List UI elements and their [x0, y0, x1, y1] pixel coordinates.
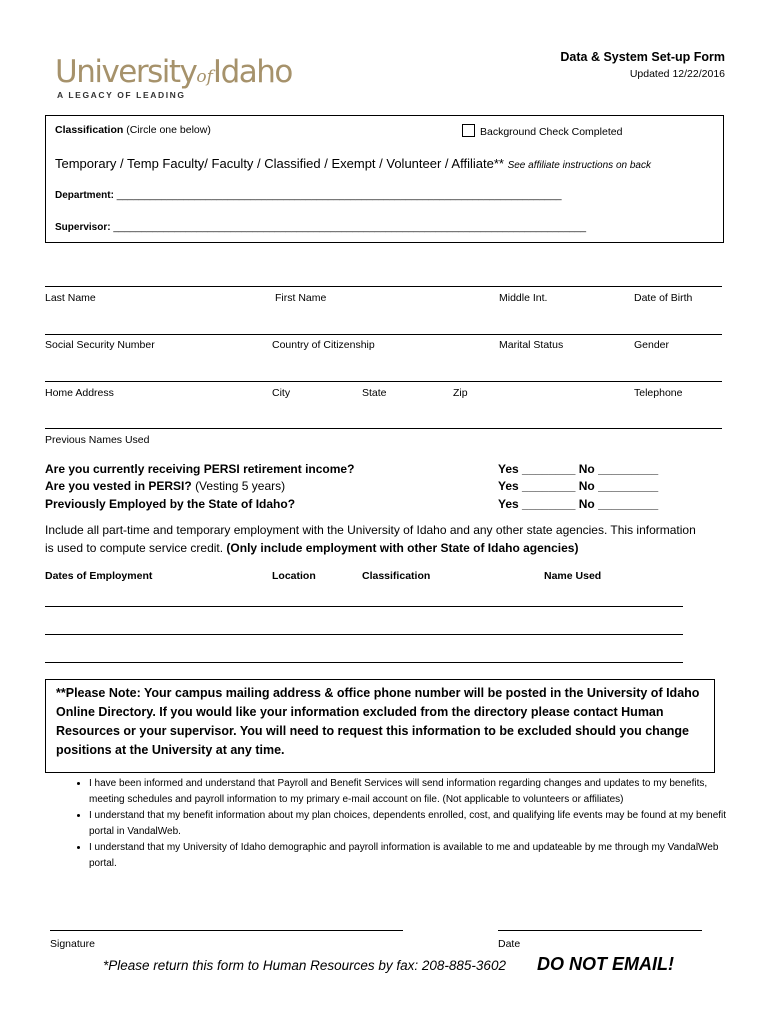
- label-zip: Zip: [453, 387, 468, 399]
- background-check: [462, 124, 622, 138]
- acknowledgement-list: [45, 776, 730, 872]
- label-first-name: First Name: [275, 292, 327, 304]
- employment-line-1[interactable]: [45, 606, 683, 607]
- persi-q2-label: Are you vested in PERSI?: [45, 479, 192, 493]
- employment-instruction: [45, 521, 705, 557]
- label-ssn: Social Security Number: [45, 339, 155, 351]
- acknowledgement-item: • I have been informed and understand that Payroll and Benefit Services will send information regarding changes and updates to my benefits, meeting schedules and payroll information to my primary e-mail account on file. (Not applicable to volunteers or affiliates): [89, 776, 730, 808]
- label-middle-int: Middle Int.: [499, 292, 548, 304]
- header-name-used: Name Used: [544, 570, 602, 582]
- return-note: *Please return this form to Human Resources by fax: 208-885-3602: [103, 958, 506, 973]
- header-dates: Dates of Employment: [45, 570, 153, 582]
- logo-of: of: [196, 67, 213, 87]
- persi-q1: Are you currently receiving PERSI retirement income?: [45, 462, 355, 476]
- classification-title: Classification: [55, 124, 124, 136]
- label-last-name: Last Name: [45, 292, 96, 304]
- supervisor-line[interactable]: _____________________________________________________________________________________: [113, 222, 587, 233]
- employment-line-2[interactable]: [45, 634, 683, 635]
- row3-line[interactable]: [45, 381, 722, 382]
- date-label: Date: [498, 938, 521, 950]
- background-check-label: Background Check Completed: [480, 126, 623, 138]
- supervisor-field: [55, 222, 586, 233]
- row4-line[interactable]: [45, 428, 722, 429]
- persi-a2[interactable]: Yes ________ No _________: [498, 479, 659, 493]
- classification-label: [55, 124, 211, 136]
- classification-options: [55, 156, 651, 171]
- no-email-warning: DO NOT EMAIL!: [537, 954, 674, 974]
- label-home-address: Home Address: [45, 387, 114, 399]
- persi-a3[interactable]: Yes ________ No _________: [498, 497, 659, 511]
- logo-tagline: A LEGACY OF LEADING: [57, 90, 186, 100]
- header-location: Location: [272, 570, 316, 582]
- updated-date: Updated 12/22/2016: [629, 68, 725, 80]
- row2-line[interactable]: [45, 334, 722, 335]
- supervisor-label: Supervisor:: [55, 222, 111, 233]
- persi-a1[interactable]: Yes ________ No _________: [498, 462, 659, 476]
- acknowledgements: [45, 776, 730, 872]
- signature-line[interactable]: [50, 930, 403, 931]
- label-country: Country of Citizenship: [272, 339, 375, 351]
- employment-instruction-bold: (Only include employment with other State of Idaho agencies): [226, 541, 579, 555]
- affiliate-note: See affiliate instructions on back: [507, 160, 651, 171]
- university-logo: [55, 54, 292, 90]
- header-classification: Classification: [362, 570, 431, 582]
- persi-q2: [45, 479, 285, 493]
- employment-instruction-text: Include all part-time and temporary employment with the University of Idaho and any other state agencies. This information is used to compute service credit.: [45, 523, 696, 555]
- date-line[interactable]: [498, 930, 702, 931]
- employment-line-3[interactable]: [45, 662, 683, 663]
- label-date-of-birth: Date of Birth: [634, 292, 693, 304]
- logo-idaho: Idaho: [212, 54, 292, 90]
- classification-options-text[interactable]: Temporary / Temp Faculty/ Faculty / Classified / Exempt / Volunteer / Affiliate**: [55, 156, 504, 171]
- logo-university: University: [55, 54, 197, 90]
- signature-label: Signature: [50, 938, 95, 950]
- label-gender: Gender: [634, 339, 670, 351]
- label-state: State: [362, 387, 387, 399]
- department-label: Department:: [55, 190, 114, 201]
- acknowledgement-item: • I understand that my University of Idaho demographic and payroll information is available to me and updateable by me through my VandalWeb portal.: [89, 840, 730, 872]
- background-check-checkbox[interactable]: [462, 124, 475, 137]
- persi-q2-note: (Vesting 5 years): [195, 479, 286, 493]
- persi-q3: Previously Employed by the State of Idaho?: [45, 497, 296, 511]
- form-title: Data & System Set-up Form: [560, 50, 725, 64]
- label-city: City: [272, 387, 291, 399]
- classification-note: (Circle one below): [126, 124, 211, 136]
- directory-note: **Please Note: Your campus mailing address & office phone number will be posted in the University of Idaho Online Directory. If you would like your information excluded from the directory please contact Human Resources or your supervisor. You will need to request this information to be excluded should you change positions at the University at any time.: [56, 686, 700, 757]
- department-field: [55, 190, 562, 201]
- acknowledgement-item: • I understand that my benefit information about my plan choices, dependents enrolled, cost, and qualifying life events may be found at my benefit portal in VandalWeb.: [89, 808, 730, 840]
- label-previous-names: Previous Names Used: [45, 434, 150, 446]
- department-line[interactable]: ________________________________________________________________________________: [116, 190, 562, 201]
- label-telephone: Telephone: [634, 387, 683, 399]
- row1-line[interactable]: [45, 286, 722, 287]
- label-marital-status: Marital Status: [499, 339, 564, 351]
